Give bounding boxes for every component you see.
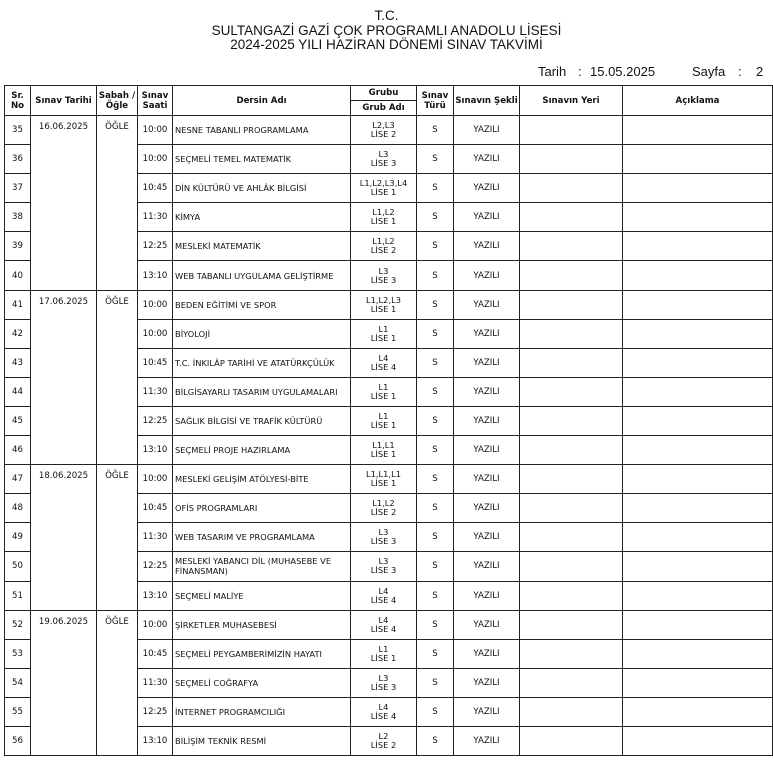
exam-form: YAZILI xyxy=(454,406,520,435)
date-label: Tarih xyxy=(538,64,567,79)
exam-place xyxy=(520,377,623,406)
exam-note xyxy=(623,174,773,203)
row-number: 39 xyxy=(5,232,31,261)
group-cell xyxy=(351,116,417,145)
exam-note xyxy=(623,465,773,494)
group-codes: L2 xyxy=(378,731,389,742)
exam-form: YAZILI xyxy=(454,726,520,755)
course-name: WEB TASARIM VE PROGRAMLAMA xyxy=(173,523,351,552)
group-cell xyxy=(351,494,417,523)
exam-time: 10:00 xyxy=(138,145,173,174)
group-cell xyxy=(351,726,417,755)
exam-time: 13:10 xyxy=(138,436,173,465)
exam-form: YAZILI xyxy=(454,203,520,232)
exam-type: S xyxy=(417,639,454,668)
group-codes: L3 xyxy=(378,265,389,276)
group-cell xyxy=(351,203,417,232)
row-number: 52 xyxy=(5,610,31,639)
group-codes: L3 xyxy=(378,672,389,683)
row-number: 36 xyxy=(5,145,31,174)
exam-type: S xyxy=(417,726,454,755)
exam-place xyxy=(520,436,623,465)
exam-date: 19.06.2025 xyxy=(31,610,97,755)
row-number: 41 xyxy=(5,290,31,319)
exam-place xyxy=(520,494,623,523)
group-name: LİSE 4 xyxy=(370,623,397,634)
group-cell xyxy=(351,406,417,435)
exam-place xyxy=(520,668,623,697)
exam-note xyxy=(623,668,773,697)
row-number: 43 xyxy=(5,348,31,377)
exam-form: YAZILI xyxy=(454,377,520,406)
group-name: LİSE 2 xyxy=(370,129,397,140)
group-cell xyxy=(351,581,417,610)
course-name: BİLGİSAYARLI TASARIM UYGULAMALARI xyxy=(173,377,351,406)
course-name: SEÇMELİ COĞRAFYA xyxy=(173,668,351,697)
course-name: SEÇMELİ TEMEL MATEMATİK xyxy=(173,145,351,174)
table-row xyxy=(5,116,773,145)
exam-note xyxy=(623,261,773,290)
exam-note xyxy=(623,552,773,581)
group-codes: L1,L2 xyxy=(372,236,395,247)
header-line-1: T.C. xyxy=(374,8,399,23)
school-name: SULTANGAZİ GAZİ ÇOK PROGRAMLI ANADOLU LİSESİ xyxy=(211,23,562,38)
group-name: LİSE 1 xyxy=(370,332,397,343)
group-name: LİSE 3 xyxy=(370,274,397,285)
exam-note xyxy=(623,377,773,406)
row-number: 37 xyxy=(5,174,31,203)
exam-type: S xyxy=(417,610,454,639)
row-number: 54 xyxy=(5,668,31,697)
exam-time: 10:00 xyxy=(138,290,173,319)
exam-form: YAZILI xyxy=(454,668,520,697)
row-number: 40 xyxy=(5,261,31,290)
exam-note xyxy=(623,406,773,435)
group-codes: L4 xyxy=(378,614,389,625)
exam-type: S xyxy=(417,552,454,581)
group-name: LİSE 3 xyxy=(370,681,397,692)
row-number: 38 xyxy=(5,203,31,232)
exam-note xyxy=(623,290,773,319)
group-cell xyxy=(351,174,417,203)
exam-time: 10:45 xyxy=(138,348,173,377)
group-name: LİSE 1 xyxy=(370,478,397,489)
exam-time: 10:00 xyxy=(138,319,173,348)
exam-form: YAZILI xyxy=(454,174,520,203)
exam-type: S xyxy=(417,232,454,261)
exam-type: S xyxy=(417,465,454,494)
exam-note xyxy=(623,436,773,465)
col-header-form: Sınavın Şekli xyxy=(454,86,520,116)
exam-form: YAZILI xyxy=(454,639,520,668)
group-codes: L1,L2,L3,L4 xyxy=(359,178,408,189)
exam-form: YAZILI xyxy=(454,348,520,377)
page-separator: : xyxy=(738,64,742,79)
exam-type: S xyxy=(417,261,454,290)
group-cell xyxy=(351,436,417,465)
exam-type: S xyxy=(417,145,454,174)
exam-time: 13:10 xyxy=(138,261,173,290)
group-cell xyxy=(351,697,417,726)
exam-time: 10:00 xyxy=(138,465,173,494)
exam-place xyxy=(520,610,623,639)
exam-shift: ÖĞLE xyxy=(97,465,138,610)
exam-shift: ÖĞLE xyxy=(97,290,138,465)
exam-form: YAZILI xyxy=(454,290,520,319)
exam-time: 11:30 xyxy=(138,377,173,406)
exam-time: 11:30 xyxy=(138,668,173,697)
course-name: SEÇMELİ MALİYE xyxy=(173,581,351,610)
row-number: 47 xyxy=(5,465,31,494)
row-number: 48 xyxy=(5,494,31,523)
exam-time: 10:00 xyxy=(138,116,173,145)
exam-note xyxy=(623,639,773,668)
group-cell xyxy=(351,290,417,319)
exam-place xyxy=(520,639,623,668)
group-cell xyxy=(351,261,417,290)
course-name: WEB TABANLI UYGULAMA GELİŞTİRME xyxy=(173,261,351,290)
course-name: MESLEKİ GELİŞİM ATÖLYESİ-BİTE xyxy=(173,465,351,494)
exam-shift: ÖĞLE xyxy=(97,610,138,755)
group-codes: L1 xyxy=(378,410,389,421)
col-header-date: Sınav Tarihi xyxy=(31,86,97,116)
row-number: 35 xyxy=(5,116,31,145)
group-cell xyxy=(351,377,417,406)
course-name: OFİS PROGRAMLARI xyxy=(173,494,351,523)
col-header-time: Sınav Saati xyxy=(138,86,173,116)
exam-time: 12:25 xyxy=(138,697,173,726)
exam-place xyxy=(520,261,623,290)
course-name: DİN KÜLTÜRÜ VE AHLÂK BİLGİSİ xyxy=(173,174,351,203)
course-name: MESLEKİ MATEMATİK xyxy=(173,232,351,261)
exam-form: YAZILI xyxy=(454,145,520,174)
group-codes: L3 xyxy=(378,556,389,567)
exam-time: 10:45 xyxy=(138,494,173,523)
exam-note xyxy=(623,494,773,523)
row-number: 56 xyxy=(5,726,31,755)
group-cell xyxy=(351,552,417,581)
group-name: LİSE 4 xyxy=(370,594,397,605)
group-codes: L1,L2 xyxy=(372,498,395,509)
exam-time: 10:45 xyxy=(138,639,173,668)
exam-shift: ÖĞLE xyxy=(97,116,138,291)
exam-place xyxy=(520,465,623,494)
group-name: LİSE 2 xyxy=(370,740,397,751)
course-name: SEÇMELİ PEYGAMBERİMİZİN HAYATI xyxy=(173,639,351,668)
exam-type: S xyxy=(417,348,454,377)
exam-place xyxy=(520,581,623,610)
row-number: 45 xyxy=(5,406,31,435)
exam-form: YAZILI xyxy=(454,261,520,290)
exam-type: S xyxy=(417,697,454,726)
group-name: LİSE 2 xyxy=(370,507,397,518)
group-codes: L2,L3 xyxy=(372,120,395,131)
exam-form: YAZILI xyxy=(454,697,520,726)
exam-note xyxy=(623,145,773,174)
group-codes: L1,L1 xyxy=(372,440,395,451)
exam-type: S xyxy=(417,290,454,319)
exam-time: 10:00 xyxy=(138,610,173,639)
exam-type: S xyxy=(417,377,454,406)
course-name: SEÇMELİ PROJE HAZIRLAMA xyxy=(173,436,351,465)
exam-type: S xyxy=(417,319,454,348)
exam-date: 16.06.2025 xyxy=(31,116,97,291)
exam-form: YAZILI xyxy=(454,581,520,610)
group-cell xyxy=(351,319,417,348)
col-header-no: Sr. No xyxy=(5,86,31,116)
exam-time: 10:45 xyxy=(138,174,173,203)
col-header-shift: Sabah / Öğle xyxy=(97,86,138,116)
exam-note xyxy=(623,726,773,755)
course-name: İNTERNET PROGRAMCILIĞI xyxy=(173,697,351,726)
exam-type: S xyxy=(417,494,454,523)
group-name: LİSE 1 xyxy=(370,419,397,430)
exam-time: 12:25 xyxy=(138,406,173,435)
group-cell xyxy=(351,610,417,639)
group-codes: L1,L1,L1 xyxy=(366,469,401,480)
group-name: LİSE 1 xyxy=(370,303,397,314)
group-name: LİSE 4 xyxy=(370,361,397,372)
group-codes: L1 xyxy=(378,643,389,654)
group-name: LİSE 3 xyxy=(370,158,397,169)
exam-place xyxy=(520,116,623,145)
exam-time: 12:25 xyxy=(138,232,173,261)
exam-time: 11:30 xyxy=(138,203,173,232)
group-codes: L4 xyxy=(378,585,389,596)
group-name: LİSE 1 xyxy=(370,449,397,460)
group-codes: L3 xyxy=(378,527,389,538)
exam-place xyxy=(520,552,623,581)
row-number: 44 xyxy=(5,377,31,406)
exam-place xyxy=(520,726,623,755)
row-number: 53 xyxy=(5,639,31,668)
exam-form: YAZILI xyxy=(454,610,520,639)
exam-place xyxy=(520,203,623,232)
col-header-type: Sınav Türü xyxy=(417,86,454,116)
col-header-place: Sınavın Yeri xyxy=(520,86,623,116)
course-name: KİMYA xyxy=(173,203,351,232)
exam-form: YAZILI xyxy=(454,494,520,523)
exam-form: YAZILI xyxy=(454,523,520,552)
group-cell xyxy=(351,348,417,377)
exam-note xyxy=(623,319,773,348)
exam-form: YAZILI xyxy=(454,232,520,261)
exam-date: 18.06.2025 xyxy=(31,465,97,610)
exam-type: S xyxy=(417,203,454,232)
group-codes: L1,L2 xyxy=(372,207,395,218)
row-number: 51 xyxy=(5,581,31,610)
exam-form: YAZILI xyxy=(454,116,520,145)
row-number: 50 xyxy=(5,552,31,581)
exam-note xyxy=(623,697,773,726)
exam-place xyxy=(520,697,623,726)
group-name: LİSE 2 xyxy=(370,245,397,256)
exam-note xyxy=(623,203,773,232)
col-header-group: Grubu xyxy=(351,86,417,101)
exam-place xyxy=(520,232,623,261)
group-name: LİSE 1 xyxy=(370,652,397,663)
exam-time: 13:10 xyxy=(138,581,173,610)
row-number: 46 xyxy=(5,436,31,465)
exam-place xyxy=(520,348,623,377)
exam-place xyxy=(520,174,623,203)
group-cell xyxy=(351,145,417,174)
date-separator: : xyxy=(578,64,582,79)
exam-note xyxy=(623,610,773,639)
group-cell xyxy=(351,523,417,552)
exam-time: 13:10 xyxy=(138,726,173,755)
course-name: NESNE TABANLI PROGRAMLAMA xyxy=(173,116,351,145)
group-name: LİSE 4 xyxy=(370,710,397,721)
course-name: BEDEN EĞİTİMİ VE SPOR xyxy=(173,290,351,319)
exam-type: S xyxy=(417,436,454,465)
row-number: 49 xyxy=(5,523,31,552)
group-codes: L1 xyxy=(378,323,389,334)
print-date: 15.05.2025 xyxy=(590,64,656,79)
group-cell xyxy=(351,668,417,697)
exam-place xyxy=(520,145,623,174)
exam-date: 17.06.2025 xyxy=(31,290,97,465)
exam-type: S xyxy=(417,116,454,145)
group-name: LİSE 1 xyxy=(370,390,397,401)
group-name: LİSE 1 xyxy=(370,216,397,227)
group-codes: L1 xyxy=(378,381,389,392)
row-number: 55 xyxy=(5,697,31,726)
exam-time: 11:30 xyxy=(138,523,173,552)
exam-note xyxy=(623,581,773,610)
exam-type: S xyxy=(417,174,454,203)
group-codes: L3 xyxy=(378,149,389,160)
exam-schedule-table xyxy=(4,85,773,756)
exam-form: YAZILI xyxy=(454,552,520,581)
exam-note xyxy=(623,232,773,261)
exam-form: YAZILI xyxy=(454,465,520,494)
exam-time: 12:25 xyxy=(138,552,173,581)
exam-form: YAZILI xyxy=(454,319,520,348)
exam-place xyxy=(520,319,623,348)
group-codes: L1,L2,L3 xyxy=(366,294,401,305)
exam-type: S xyxy=(417,406,454,435)
group-name: LİSE 3 xyxy=(370,536,397,547)
exam-note xyxy=(623,348,773,377)
table-row xyxy=(5,610,773,639)
group-cell xyxy=(351,465,417,494)
table-row xyxy=(5,290,773,319)
exam-type: S xyxy=(417,668,454,697)
table-row xyxy=(5,465,773,494)
exam-place xyxy=(520,523,623,552)
row-number: 42 xyxy=(5,319,31,348)
col-header-note: Açıklama xyxy=(623,86,773,116)
course-name: T.C. İNKILÂP TARİHİ VE ATATÜRKÇÜLÜK xyxy=(173,348,351,377)
group-codes: L4 xyxy=(378,352,389,363)
page-label: Sayfa xyxy=(692,64,726,79)
exam-note xyxy=(623,523,773,552)
course-name: ŞİRKETLER MUHASEBESİ xyxy=(173,610,351,639)
course-name: SAĞLIK BİLGİSİ VE TRAFİK KÜLTÜRÜ xyxy=(173,406,351,435)
document-title: 2024-2025 YILI HAZİRAN DÖNEMİ SINAV TAKVİMİ xyxy=(230,37,543,52)
exam-note xyxy=(623,116,773,145)
group-codes: L4 xyxy=(378,701,389,712)
exam-type: S xyxy=(417,523,454,552)
page-number: 2 xyxy=(756,64,764,79)
exam-place xyxy=(520,290,623,319)
group-cell xyxy=(351,639,417,668)
exam-type: S xyxy=(417,581,454,610)
col-header-course: Dersin Adı xyxy=(173,86,351,116)
course-name: BİYOLOJİ xyxy=(173,319,351,348)
course-name: MESLEKİ YABANCI DİL (MUHASEBE VE FİNANSMAN) xyxy=(173,552,351,581)
exam-form: YAZILI xyxy=(454,436,520,465)
col-header-group-name: Grub Adı xyxy=(351,101,417,116)
group-name: LİSE 1 xyxy=(370,187,397,198)
group-name: LİSE 3 xyxy=(370,565,397,576)
course-name: BİLİŞİM TEKNİK RESMİ xyxy=(173,726,351,755)
group-cell xyxy=(351,232,417,261)
exam-place xyxy=(520,406,623,435)
